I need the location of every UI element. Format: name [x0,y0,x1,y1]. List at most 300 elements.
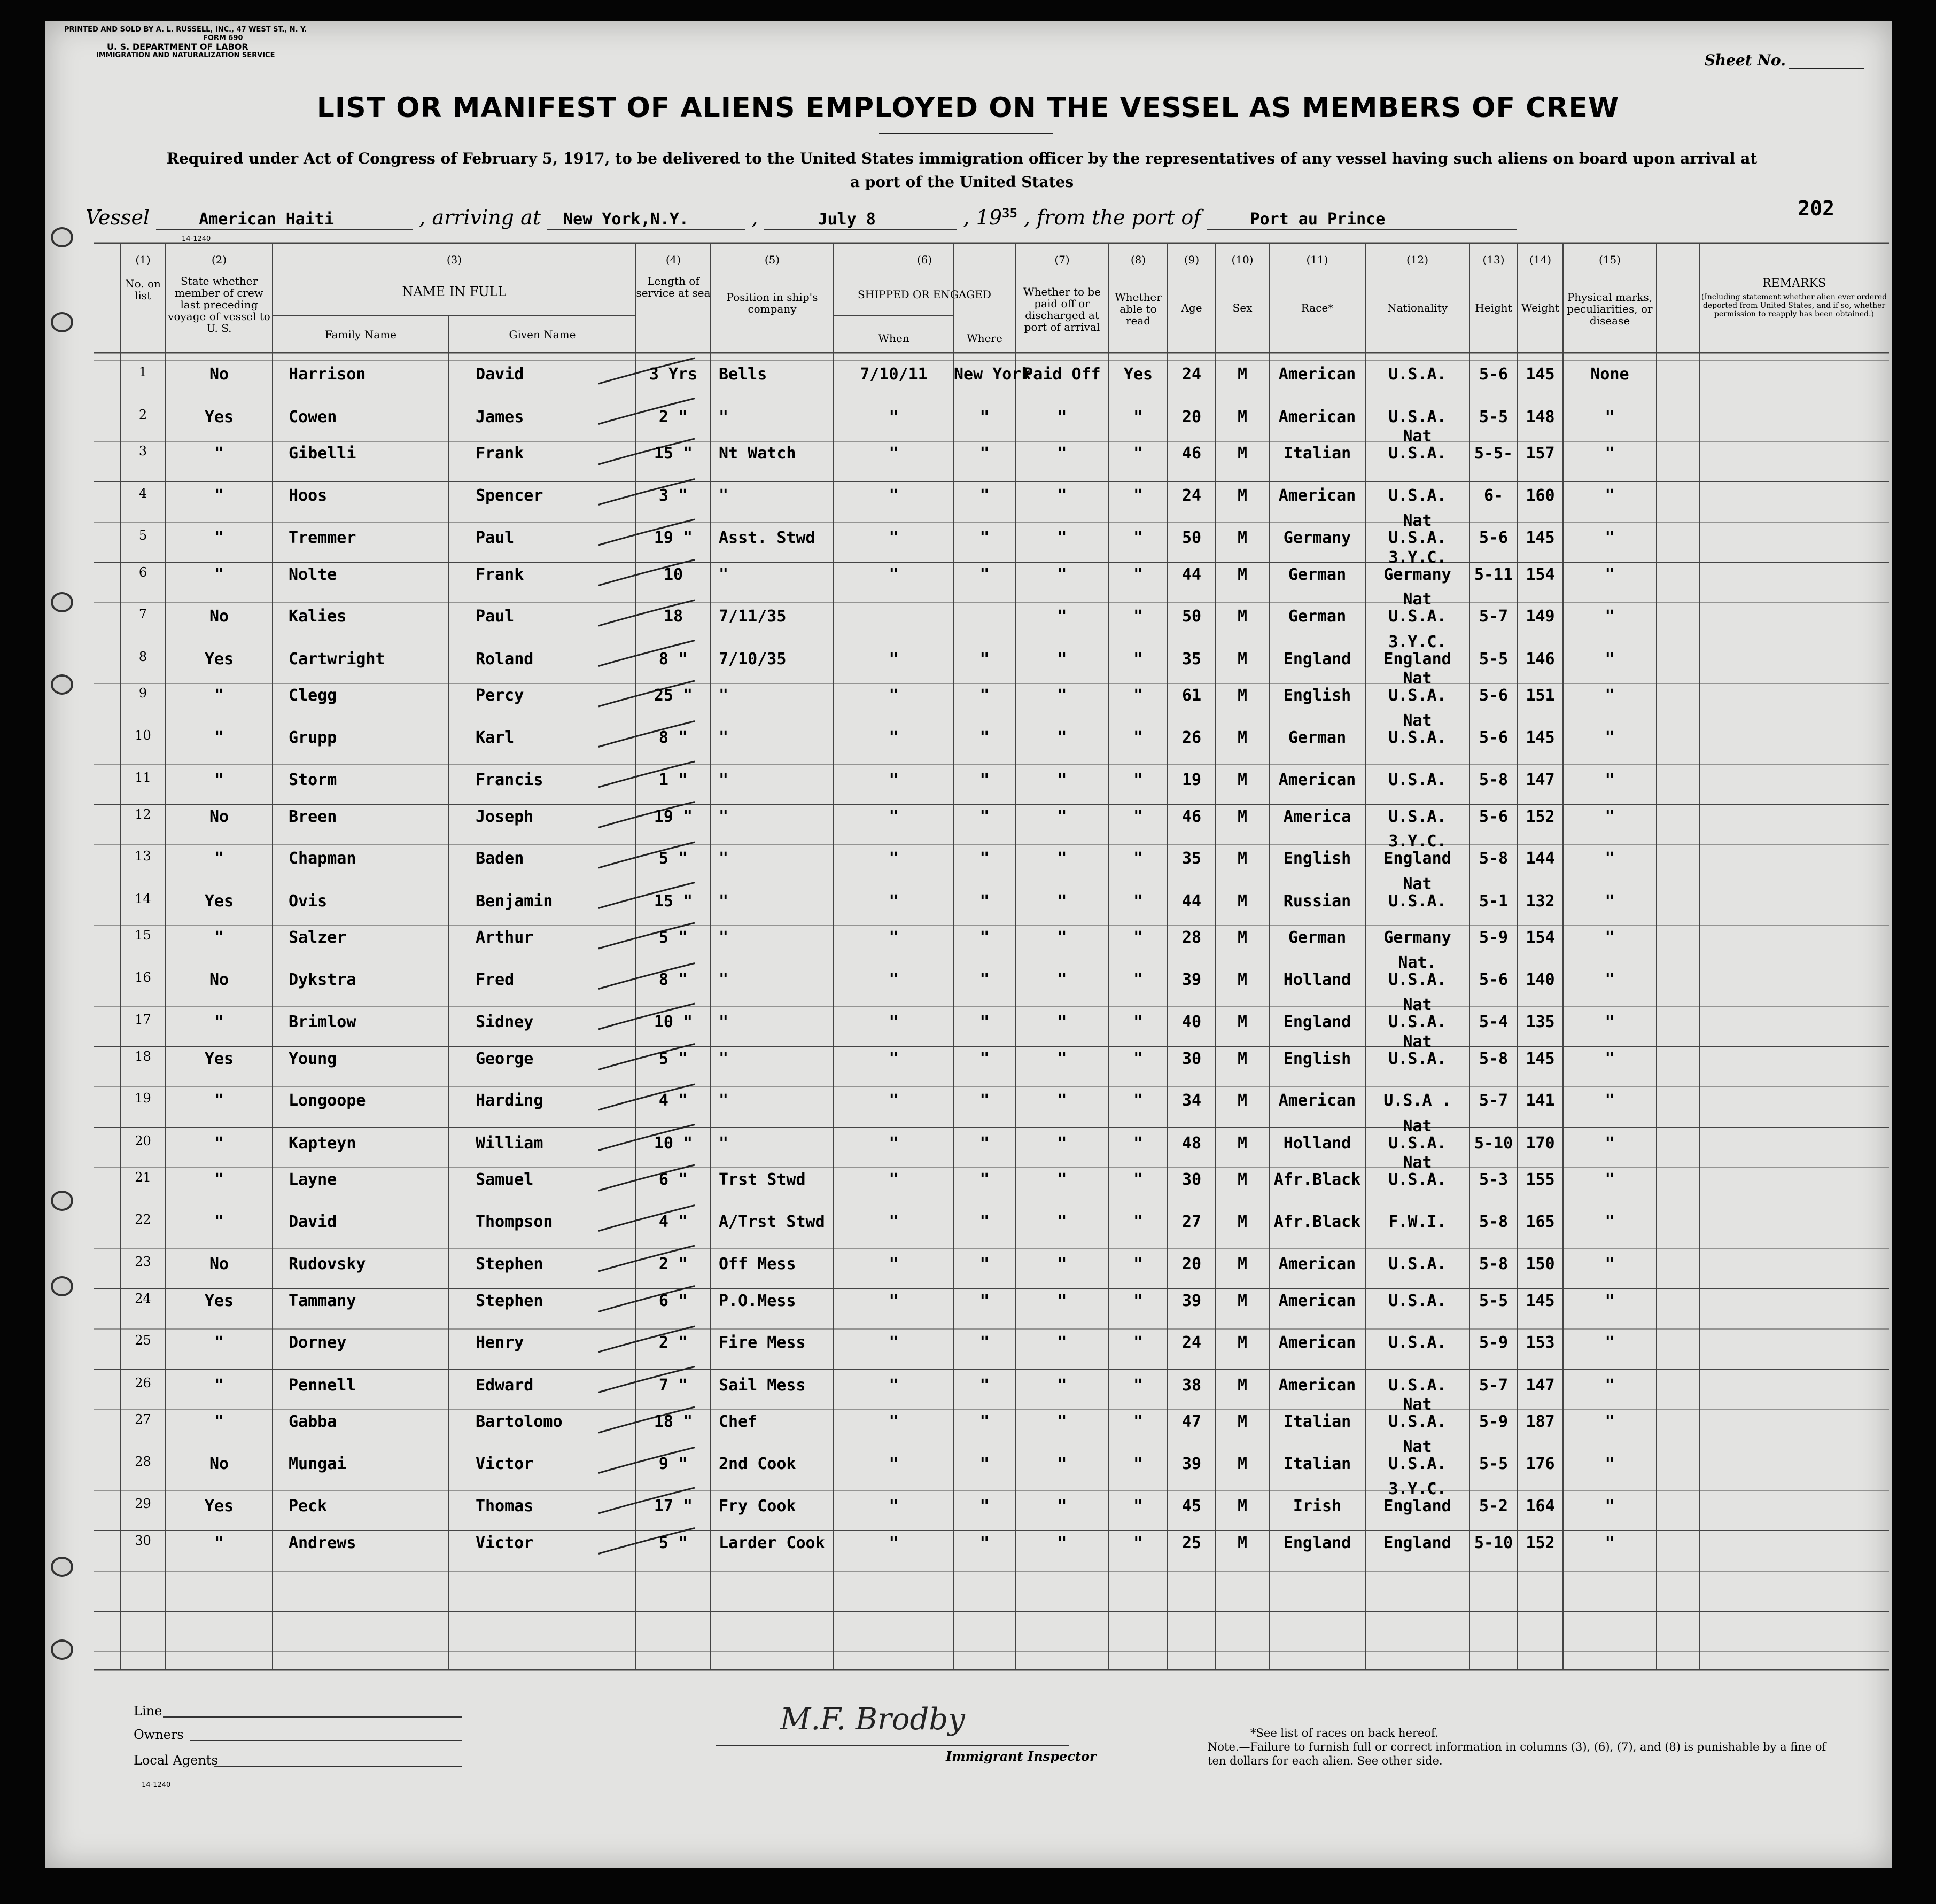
column-number-12: (12) [1406,253,1429,266]
physical-marks-value: " [1605,1497,1615,1516]
previous-voyage-value: " [214,1013,224,1031]
nationality-value: England [1383,649,1451,669]
shipped-when: " [889,1049,899,1068]
height-value: 5-5- [1474,444,1513,463]
paid-off-value: " [1057,649,1067,669]
sex-value: M [1237,1333,1248,1352]
height-value: 5-6 [1479,365,1509,384]
paid-off-value: " [1057,1091,1067,1110]
paid-off-value: " [1057,1170,1067,1189]
race-value: English [1283,686,1351,705]
given-name: Frank [476,565,524,584]
nationality-note: Nat [1403,1116,1432,1136]
weight-value: 146 [1526,649,1555,669]
family-name: Breen [289,807,337,826]
previous-voyage-value: " [214,1133,224,1153]
age-value: 39 [1181,1291,1202,1310]
shipped-where: " [979,1333,990,1352]
able-to-read-value: " [1133,1013,1144,1031]
shipped-where: " [979,1375,990,1395]
weight-value: 145 [1526,1049,1555,1068]
able-to-read-value: " [1133,1375,1144,1395]
weight-value: 135 [1526,1013,1555,1031]
service-length: 3 Yrs [649,365,698,384]
family-name: Grupp [289,728,337,747]
physical-marks-value: " [1605,486,1615,505]
paid-off-value: " [1057,1133,1067,1153]
row-number: 14 [135,891,151,906]
previous-voyage-value: No [209,807,229,826]
given-name: Henry [476,1333,524,1352]
age-value: 27 [1181,1212,1202,1231]
sex-value: M [1237,1170,1248,1189]
nationality-note: Nat [1403,1032,1432,1051]
position: 2nd Cook [719,1454,796,1473]
nationality-value: Germany [1383,565,1451,584]
shipped-when: " [889,407,899,426]
shipped-where: " [979,1091,990,1110]
age-value: 44 [1181,565,1202,584]
age-value: 24 [1181,365,1202,384]
height-value: 5-5 [1479,407,1509,426]
shipped-where: " [979,1255,990,1273]
race-value: American [1278,486,1356,505]
able-to-read-value: " [1133,1333,1144,1352]
position: 7/11/35 [719,607,787,626]
nationality-value: England [1383,1497,1451,1516]
sex-value: M [1237,1133,1248,1153]
previous-voyage-value: " [214,1375,224,1395]
family-name: Pennell [289,1375,356,1395]
sex-value: M [1237,891,1248,911]
height-value: 5-2 [1479,1497,1509,1516]
previous-voyage-value: " [214,849,224,868]
column-number-8: (8) [1130,253,1146,266]
paid-off-value: " [1057,1533,1067,1552]
able-to-read-value: " [1133,771,1144,789]
line-label: Line [134,1704,162,1719]
header-weight: Weight [1521,301,1559,314]
previous-voyage-value: No [209,607,229,626]
family-name: Salzer [289,928,347,947]
weight-value: 176 [1526,1454,1555,1473]
position: " [719,928,729,947]
sex-value: M [1237,1291,1248,1310]
column-number-14: (14) [1529,253,1552,266]
age-value: 34 [1181,1091,1202,1110]
previous-voyage-value: Yes [204,407,234,426]
header-physical-marks: Physical marks, peculiarities, or disease [1567,291,1653,327]
row-number: 8 [138,649,147,664]
weight-value: 147 [1526,771,1555,789]
row-number: 19 [135,1091,151,1106]
family-name: Hoos [289,486,328,505]
position: Off Mess [719,1255,796,1273]
nationality-value: U.S.A . [1383,1091,1451,1110]
service-length: 17 " [654,1497,693,1516]
header-shipped-when: When [878,332,909,345]
age-value: 40 [1181,1013,1202,1031]
service-length: 19 " [654,529,693,547]
row-number: 30 [135,1533,151,1548]
able-to-read-value: " [1133,1454,1144,1473]
position: Nt Watch [719,444,796,463]
height-value: 5-8 [1479,771,1509,789]
column-number-10: (10) [1231,253,1254,266]
age-value: 45 [1181,1497,1202,1516]
column-number-3: (3) [446,253,462,266]
able-to-read-value: " [1133,486,1144,505]
able-to-read-value: " [1133,1170,1144,1189]
nationality-note: 3.Y.C. [1388,548,1447,567]
race-value: American [1278,365,1356,384]
shipped-when: " [889,807,899,826]
row-number: 22 [135,1211,151,1227]
nationality-value: U.S.A. [1388,1412,1447,1431]
weight-value: 140 [1526,970,1555,989]
physical-marks-value: " [1605,1412,1615,1431]
nationality-value: U.S.A. [1388,1454,1447,1473]
weight-value: 157 [1526,444,1555,463]
given-name: David [476,365,524,384]
previous-voyage-value: " [214,1412,224,1431]
nationality-value: U.S.A. [1388,807,1447,826]
height-value: 5-6 [1479,529,1509,547]
weight-value: 149 [1526,607,1555,626]
race-value: German [1288,928,1347,947]
age-value: 39 [1181,970,1202,989]
given-name: Benjamin [476,891,553,911]
nationality-value: U.S.A. [1388,970,1447,989]
height-value: 5-5 [1479,1454,1509,1473]
shipped-where: " [979,407,990,426]
shipped-when: " [889,649,899,669]
shipped-where: " [979,1170,990,1189]
given-name: Baden [476,849,524,868]
service-length: 18 " [654,1412,693,1431]
able-to-read-value: " [1133,1291,1144,1310]
previous-voyage-value: Yes [204,1291,234,1310]
height-value: 5-8 [1479,849,1509,868]
shipped-when: " [889,1333,899,1352]
height-value: 5-6 [1479,807,1509,826]
paid-off-value: " [1057,1049,1067,1068]
able-to-read-value: " [1133,686,1144,705]
paid-off-value: " [1057,1291,1067,1310]
row-number: 6 [138,564,147,580]
shipped-where: " [979,1013,990,1031]
previous-voyage-value: No [209,970,229,989]
paid-off-value: " [1057,891,1067,911]
position: " [719,1091,729,1110]
shipped-where: " [979,686,990,705]
height-value: 5-9 [1479,1333,1509,1352]
shipped-where: " [979,1497,990,1516]
paid-off-value: " [1057,928,1067,947]
row-number: 13 [135,849,151,864]
shipped-when: " [889,1412,899,1431]
page-subtitle: Required under Act of Congress of February 5, 1917, to be delivered to the United States immigration officer by the representatives of any vessel having such aliens on board upon arrival at a port of the United States [166,150,1758,191]
shipped-where: " [979,928,990,947]
shipped-when: " [889,529,899,547]
local-agents-label: Local Agents [134,1753,218,1768]
weight-value: 145 [1526,365,1555,384]
race-value: England [1283,1533,1351,1552]
nationality-note: 3.Y.C. [1388,632,1447,651]
paid-off-value: " [1057,970,1067,989]
able-to-read-value: " [1133,807,1144,826]
race-value: Italian [1283,444,1351,463]
race-value: American [1278,1291,1356,1310]
nationality-note: Nat [1403,427,1432,446]
height-value: 5-7 [1479,1375,1509,1395]
service-length: 4 " [658,1212,688,1231]
column-number-4: (4) [665,253,681,266]
header-race: Race* [1301,301,1334,314]
previous-voyage-value: No [209,365,229,384]
given-name: Bartolomo [476,1412,563,1431]
given-name: Percy [476,686,524,705]
shipped-when: " [889,1013,899,1031]
previous-voyage-value: " [214,1091,224,1110]
header-remarks-note: (Including statement whether alien ever ordered deported from United States, and if so, whether permission to reapply has been obtained.) [1701,293,1887,318]
height-value: 5-9 [1479,1412,1509,1431]
weight-value: 141 [1526,1091,1555,1110]
agents-field [214,1766,462,1767]
shipped-where: " [979,565,990,584]
paid-off-value: " [1057,728,1067,747]
physical-marks-value: " [1605,444,1615,463]
paid-off-value: " [1057,849,1067,868]
given-name: Karl [476,728,515,747]
shipped-when: " [889,1454,899,1473]
weight-value: 155 [1526,1170,1555,1189]
physical-marks-value: " [1605,728,1615,747]
sex-value: M [1237,607,1248,626]
owners-label: Owners [134,1727,184,1742]
shipped-when: " [889,849,899,868]
nationality-value: U.S.A. [1388,1049,1447,1068]
family-name: Kalies [289,607,347,626]
nationality-note: Nat [1403,711,1432,730]
service-length: 8 " [658,728,688,747]
shipped-when: " [889,1375,899,1395]
height-value: 5-10 [1474,1133,1513,1153]
shipped-when: " [889,1133,899,1153]
physical-marks-value: " [1605,529,1615,547]
age-value: 48 [1181,1133,1202,1153]
row-number: 23 [135,1254,151,1269]
weight-value: 153 [1526,1333,1555,1352]
weight-value: 160 [1526,486,1555,505]
age-value: 24 [1181,1333,1202,1352]
position: " [719,771,729,789]
able-to-read-value: " [1133,1497,1144,1516]
able-to-read-value: " [1133,891,1144,911]
nationality-value: England [1383,849,1451,868]
able-to-read-value: " [1133,607,1144,626]
nationality-value: U.S.A. [1388,771,1447,789]
row-number: 11 [135,770,151,785]
position: Fire Mess [719,1333,806,1352]
sheet-number-label: Sheet No. [1704,51,1786,69]
sex-value: M [1237,686,1248,705]
paid-off-value: " [1057,529,1067,547]
sex-value: M [1237,1375,1248,1395]
shipped-when: " [889,1091,899,1110]
position: " [719,1013,729,1031]
shipped-when: " [889,565,899,584]
service-length: 5 " [658,1533,688,1552]
height-value: 6- [1483,486,1504,505]
position: A/Trst Stwd [719,1212,825,1231]
height-value: 5-4 [1479,1013,1509,1031]
year-prefix: , 19 [963,206,1002,229]
nationality-value: U.S.A. [1388,444,1447,463]
nationality-note: Nat [1403,1395,1432,1414]
sex-value: M [1237,1091,1248,1110]
service-length: 2 " [658,1333,688,1352]
given-name: Thomas [476,1497,534,1516]
header-sex: Sex [1232,301,1253,314]
sex-value: M [1237,529,1248,547]
paid-off-value: " [1057,1255,1067,1273]
shipped-where: " [979,486,990,505]
weight-value: 170 [1526,1133,1555,1153]
shipped-when: " [889,1533,899,1552]
nationality-value: U.S.A. [1388,728,1447,747]
given-name: Victor [476,1533,534,1552]
weight-value: 150 [1526,1255,1555,1273]
able-to-read-value: " [1133,407,1144,426]
previous-voyage-value: " [214,1212,224,1231]
nationality-value: F.W.I. [1388,1212,1447,1231]
shipped-when: " [889,728,899,747]
family-name: Cowen [289,407,337,426]
physical-marks-value: " [1605,407,1615,426]
arriving-label: , arriving at [419,206,541,229]
physical-marks-value: " [1605,1212,1615,1231]
nationality-value: U.S.A. [1388,1375,1447,1395]
given-name: Sidney [476,1013,534,1031]
race-value: American [1278,1333,1356,1352]
height-value: 5-1 [1479,891,1509,911]
vessel-line: Vessel American Haiti , arriving at New York,N.Y. , July 8 , $19^{35}$ , from the port of Port au Prince [85,206,1517,230]
physical-marks-value: " [1605,970,1615,989]
nationality-note: Nat [1403,874,1432,893]
column-number-1: (1) [135,253,151,266]
position: Trst Stwd [719,1170,806,1189]
nationality-value: U.S.A. [1388,1333,1447,1352]
previous-voyage-value: No [209,1454,229,1473]
nationality-note: Nat [1403,511,1432,530]
race-value: American [1278,407,1356,426]
service-length: 2 " [658,407,688,426]
age-value: 26 [1181,728,1202,747]
shipped-when: " [889,1255,899,1273]
age-value: 39 [1181,1454,1202,1473]
race-value: Italian [1283,1454,1351,1473]
family-name: Andrews [289,1533,356,1552]
arrival-date: July 8 [764,210,957,230]
family-name: Peck [289,1497,328,1516]
shipped-when: 7/10/11 [860,365,928,384]
given-name: Roland [476,649,534,669]
weight-value: 145 [1526,1291,1555,1310]
physical-marks-value: " [1605,891,1615,911]
weight-value: 154 [1526,565,1555,584]
previous-voyage-value: " [214,486,224,505]
shipped-when: " [889,771,899,789]
shipped-where: " [979,771,990,789]
age-value: 30 [1181,1049,1202,1068]
race-value: Irish [1293,1497,1342,1516]
age-value: 20 [1181,407,1202,426]
header-shipped-where: Where [967,332,1002,345]
family-name: Dorney [289,1333,347,1352]
nationality-note: 3.Y.C. [1388,832,1447,851]
sex-value: M [1237,1497,1248,1516]
position: P.O.Mess [719,1291,796,1310]
family-name: Clegg [289,686,337,705]
year-suffix: 35 [1002,206,1017,221]
service-length: 1 " [658,771,688,789]
row-number: 5 [138,528,147,543]
age-value: 28 [1181,928,1202,947]
age-value: 25 [1181,1533,1202,1552]
given-name: Arthur [476,928,534,947]
height-value: 5-9 [1479,928,1509,947]
family-name: David [289,1212,337,1231]
service-length: 10 " [654,1133,693,1153]
service-name: IMMIGRATION AND NATURALIZATION SERVICE [96,51,275,59]
height-value: 5-5 [1479,1291,1509,1310]
able-to-read-value: " [1133,565,1144,584]
able-to-read-value: Yes [1123,365,1153,384]
race-value: Germany [1283,529,1351,547]
sex-value: M [1237,807,1248,826]
sex-value: M [1237,928,1248,947]
previous-voyage-value: " [214,444,224,463]
physical-marks-value: " [1605,1533,1615,1552]
shipped-where: " [979,849,990,868]
row-number: 26 [135,1375,151,1390]
arriving-port: New York,N.Y. [547,210,745,230]
nationality-note: Nat [1403,590,1432,609]
shipped-where: " [979,807,990,826]
physical-marks-value: " [1605,649,1615,669]
previous-voyage-value: " [214,529,224,547]
row-number: 15 [135,928,151,943]
shipped-where: " [979,728,990,747]
paid-off-value: " [1057,486,1067,505]
given-name: Thompson [476,1212,553,1231]
sex-value: M [1237,1454,1248,1473]
service-length: 8 " [658,970,688,989]
family-name: Dykstra [289,970,356,989]
weight-value: 187 [1526,1412,1555,1431]
age-value: 61 [1181,686,1202,705]
shipped-where: " [979,649,990,669]
position: 7/10/35 [719,649,787,669]
weight-value: 154 [1526,928,1555,947]
given-name: Harding [476,1091,543,1110]
row-number: 7 [138,607,147,621]
previous-voyage-value: No [209,1255,229,1273]
service-length: 5 " [658,849,688,868]
physical-marks-value: " [1605,1013,1615,1031]
given-name: Paul [476,529,515,547]
